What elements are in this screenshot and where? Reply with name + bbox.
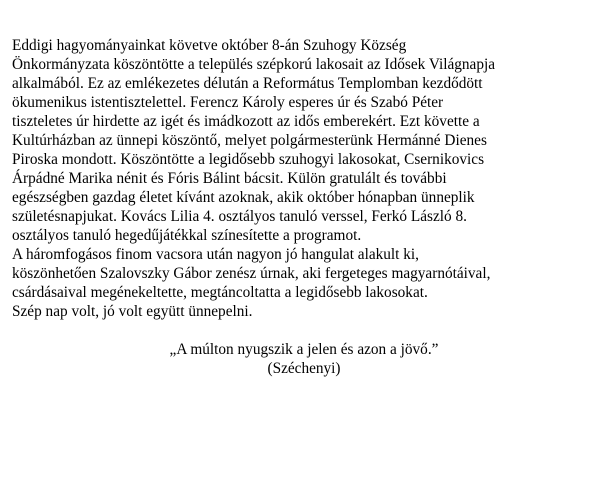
text-line: Kultúrházban az ünnepi köszöntő, melyet polgármesterünk Hermánné Dienes bbox=[12, 132, 487, 149]
text-line: Eddigi hagyományainkat követve október 8-án Szuhogy Község bbox=[12, 37, 407, 54]
text-line: A háromfogásos finom vacsora után nagyon jó hangulat alakult ki, bbox=[12, 246, 419, 263]
text-line: osztályos tanuló hegedűjátékkal színesítette a programot. bbox=[12, 227, 362, 244]
document-page bbox=[12, 36, 596, 378]
text-line: tiszteletes úr hirdette az igét és imádkozott az idős emberekért. Ezt követte a bbox=[12, 113, 480, 130]
paragraph-1 bbox=[12, 36, 596, 245]
quote-text: „A múlton nyugszik a jelen és azon a jövő.” bbox=[169, 341, 439, 358]
text-line: Piroska mondott. Köszöntötte a legidősebb szuhogyi lakosokat, Csernikovics bbox=[12, 151, 485, 168]
text-line: Árpádné Marika nénit és Fóris Bálint bácsit. Külön gratulált és további bbox=[12, 170, 447, 187]
quote-block bbox=[12, 340, 596, 378]
text-line: születésnapjukat. Kovács Lilia 4. osztályos tanuló verssel, Ferkó László 8. bbox=[12, 208, 467, 225]
text-line: ökumenikus istentisztelettel. Ferencz Károly esperes úr és Szabó Péter bbox=[12, 94, 444, 111]
text-line: csárdásaival megénekeltette, megtáncoltatta a legidősebb lakosokat. bbox=[12, 284, 428, 301]
text-line: alkalmából. Ez az emlékezetes délután a Református Templomban kezdődött bbox=[12, 75, 483, 92]
paragraph-3 bbox=[12, 302, 596, 321]
text-line: köszönhetően Szalovszky Gábor zenész úrnak, aki fergeteges magyarnótáival, bbox=[12, 265, 491, 282]
text-line: Önkormányzata köszöntötte a település szépkorú lakosait az Idősek Világnapja bbox=[12, 56, 496, 73]
paragraph-2 bbox=[12, 245, 596, 302]
text-line: Szép nap volt, jó volt együtt ünnepelni. bbox=[12, 303, 253, 320]
text-line: egészségben gazdag életet kívánt azoknak, akik október hónapban ünneplik bbox=[12, 189, 475, 206]
quote-author: (Széchenyi) bbox=[267, 360, 341, 377]
